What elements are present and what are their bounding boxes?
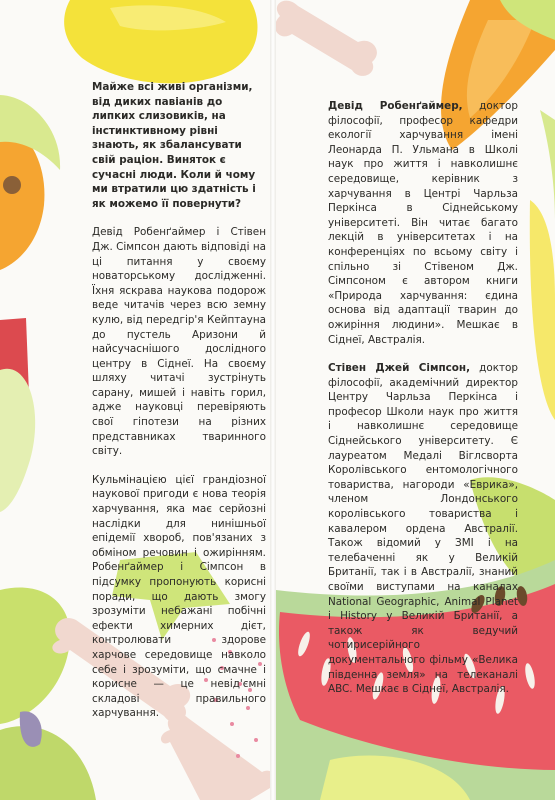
light-green-blob <box>0 369 35 512</box>
author-1-name: Девід Робенґаймер, <box>328 100 463 112</box>
author-2-name: Стівен Джей Сімпсон, <box>328 362 471 375</box>
bone-shape-top-right <box>275 1 377 76</box>
right-column <box>328 99 518 711</box>
lime-right-edge <box>540 110 555 220</box>
yellow-right-edge <box>530 200 555 420</box>
left-column <box>92 80 266 735</box>
lime-chunk-shape <box>0 587 70 724</box>
page-gutter <box>270 0 276 800</box>
author-2-bio-paragraph <box>328 361 518 697</box>
brown-seed-shape <box>3 176 21 194</box>
intro-paragraph: Майже всі живі організми, від диких павіанів до липких слизовиків, на інстинктивному рівні знають, як збалансувати свій раціон. Виняток є сучасні люди. Коли й чому ми втратили цю здатність і як можемо її повернути? <box>92 81 256 210</box>
description-paragraph-1: Девід Робенґаймер і Стівен Дж. Сімпсон дають відповіді на ці питання у своєму новаторському дослідженні. Їхня яскрава наукова подорож веде читачів через всю земну кулю, від передгір'я Кейптауна до пустель Аризони й найсучаснішого дослідного центру в Сіднеї. На своєму шляху читачі зустрінуть сарану, мишей і навіть горил, адже науковці перевіряють свої гіпотези на різних представниках тваринного світу. <box>92 226 266 458</box>
author-2-bio: доктор філософії, академічний директор Центру Чарльза Перкінса і професор Школи наук про життя і навколишнє середовище Сіднейського університету. Є лауреатом Медалі Віглсворта Королівського ентомологічного товариства, нагороди «Еврика», членом Лондонського королівського товариства і кавалером ордена Австралії. Також відомий у ЗМІ і на телебаченні як у Великій Британії, так і в Австралії, знаний своїми виступами на каналах National Geographic, Animal Planet і History у Великій Британії, а також як ведучий чотирисерійного документального фільму «Велика південна земля» на телеканалі ABC. Мешкає в Сіднеї, Австралія. <box>328 362 518 696</box>
author-1-bio-paragraph <box>328 99 518 347</box>
green-leaf-bottom <box>0 726 96 800</box>
author-1-bio: доктор філософії, професор кафедри екології харчування імені Леонарда П. Ульмана в Школі наук про життя і навколишнє середовище, керівник з харчування в Центрі Чарльза Перкінса в Сіднейському університеті. Він читає багато лекцій в університетах і на конференціях по всьому світу і спільно зі Стівеном Дж. Сімпсоном є автором книги «Природа харчування: єдина основа від адаптації тварин до ожиріння людини». Мешкає в Сіднеї, Австралія. <box>328 100 518 346</box>
description-paragraph-2: Кульмінацією цієї грандіозної наукової пригоди є нова теорія харчування, яка має серйозні наслідки для нинішньої епідемії хвороб, пов'язаних з обміном речовин і ожирінням. Робенґаймер і Сімпсон в підсумку пропонують корисні поради, що дають змогу зрозуміти небажані побічні ефекти химерних дієт, контролювати здорове харчове середовище навколо себе і зрозуміти, що смачне і корисне — це невід'ємні складові правильного харчування. <box>92 473 266 720</box>
